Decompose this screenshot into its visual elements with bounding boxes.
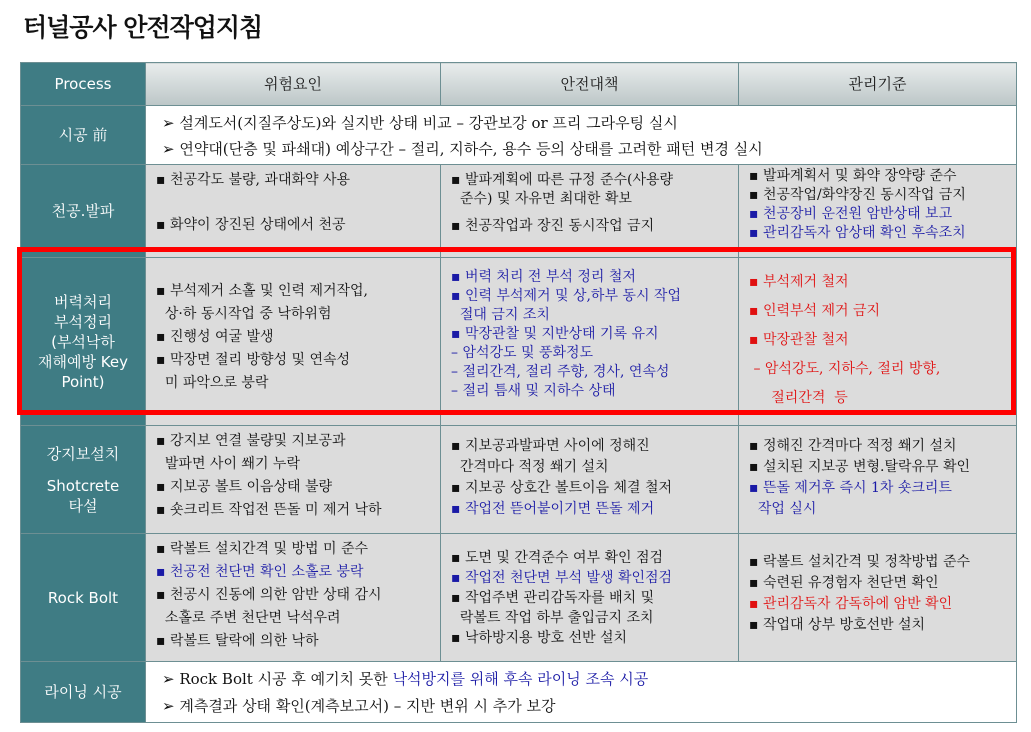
process-label: Shotcrete — [46, 476, 120, 495]
rockbolt-risk — [146, 534, 441, 662]
support-safety-item: 간격마다 적정 쐐기 설치 — [451, 459, 609, 475]
process-pre — [21, 106, 146, 165]
rockbolt-safety-item: ▪ 작업주변 관리감독자를 배치 및 — [451, 590, 655, 606]
blast-safety-item: 준수) 및 자유면 최대한 확보 — [451, 191, 632, 207]
header-mgmt: 관리기준 — [739, 63, 1017, 106]
scaling-safety-item: – 절리 틈새 및 지하수 상태 — [451, 383, 616, 399]
lining-text: ➢ Rock Bolt 시공 후 예기치 못한 — [162, 670, 393, 688]
safety-guideline-table — [20, 62, 1017, 723]
scaling-safety-item: ▪ 버력 처리 전 부석 정리 철저 — [451, 269, 636, 285]
rockbolt-risk-item: ▪ 천공시 진동에 의한 암반 상태 감시 — [156, 587, 382, 603]
scaling-mgmt-item: 절리간격 등 — [749, 390, 848, 406]
rockbolt-risk-item: ▪ 천공전 천단면 확인 소홀로 붕락 — [156, 564, 364, 580]
scaling-mgmt-item: ▪ 인력부석 제거 금지 — [749, 303, 881, 319]
pre-line: ➢ 연약대(단층 및 파쇄대) 예상구간 – 절리, 지하수, 용수 등의 상태를 고려한 패턴 변경 실시 — [162, 140, 763, 158]
scaling-risk-item: ▪ 막장면 절리 방향성 및 연속성 — [156, 352, 351, 368]
blast-mgmt-item: ▪ 천공장비 운전원 암반상태 보고 — [749, 206, 953, 222]
scaling-safety-item: ▪ 막장관찰 및 지반상태 기록 유지 — [451, 326, 659, 342]
pre-line: ➢ 설계도서(지질주상도)와 실지반 상태 비교 – 강관보강 or 프리 그라우팅 실시 — [162, 114, 678, 132]
support-mgmt-item: 작업 실시 — [749, 501, 817, 517]
row-scaling — [21, 258, 1017, 426]
blast-mgmt-item: ▪ 관리감독자 암상태 확인 후속조치 — [749, 225, 966, 241]
support-mgmt — [739, 426, 1017, 534]
scaling-risk — [146, 258, 441, 426]
blast-mgmt — [739, 165, 1017, 258]
spacer — [25, 464, 141, 476]
process-label: (부석낙하 — [51, 332, 115, 351]
lining-line — [162, 666, 1008, 693]
row-rockbolt — [21, 534, 1017, 662]
support-mgmt-item: ▪ 정해진 간격마다 적정 쐐기 설치 — [749, 438, 957, 454]
scaling-safety — [441, 258, 739, 426]
blast-risk — [146, 165, 441, 258]
process-lining — [21, 662, 146, 723]
rockbolt-safety-item: ▪ 낙하방지용 방호 선반 설치 — [451, 630, 628, 646]
rockbolt-mgmt-item: ▪ 작업대 상부 방호선반 설치 — [749, 617, 926, 633]
rockbolt-safety-item: ▪ 도면 및 간격준수 여부 확인 점검 — [451, 550, 664, 566]
row-support — [21, 426, 1017, 534]
support-risk-item: ▪ 지보공 볼트 이음상태 불량 — [156, 479, 333, 495]
support-safety — [441, 426, 739, 534]
scaling-risk-item: 미 파악으로 붕락 — [156, 375, 269, 391]
scaling-safety-item: – 암석강도 및 풍화정도 — [451, 345, 594, 361]
support-mgmt-item: ▪ 뜬돌 제거후 즉시 1차 숏크리트 — [749, 480, 952, 496]
process-label: Point) — [61, 372, 105, 391]
page-title: 터널공사 안전작업지침 — [23, 13, 263, 42]
blast-safety — [441, 165, 739, 258]
scaling-risk-item: 상·하 동시작업 중 낙하위험 — [156, 306, 332, 322]
scaling-mgmt — [739, 258, 1017, 426]
scaling-safety-item: 절대 금지 조치 — [451, 307, 550, 323]
process-label: 버력처리 — [54, 292, 112, 311]
blast-safety-item: ▪ 발파계획에 따른 규정 준수(사용량 — [451, 172, 674, 188]
process-rockbolt — [21, 534, 146, 662]
process-label: 시공 前 — [58, 126, 108, 144]
header-risk: 위험요인 — [146, 63, 441, 106]
scaling-safety-item: – 절리간격, 절리 주향, 경사, 연속성 — [451, 364, 670, 380]
rockbolt-safety-item: ▪ 작업전 천단면 부석 발생 확인점검 — [451, 570, 673, 586]
scaling-risk-item: ▪ 부석제거 소홀 및 인력 제거작업, — [156, 283, 369, 299]
process-scaling — [21, 258, 146, 426]
blast-risk-item: ▪ 천공각도 불량, 과대화약 사용 — [156, 172, 351, 188]
scaling-mgmt-item: ▪ 부석제거 철저 — [749, 274, 849, 290]
scaling-safety-item: ▪ 인력 부석제거 및 상,하부 동시 작업 — [451, 288, 681, 304]
rockbolt-mgmt-item: ▪ 관리감독자 감독하에 암반 확인 — [749, 596, 953, 612]
support-risk-item: 발파면 사이 쐐기 누락 — [156, 456, 300, 472]
support-risk-item: ▪ 숏크리트 작업전 뜬돌 미 제거 낙하 — [156, 502, 382, 518]
lining-line: ➢ 계측결과 상태 확인(계측보고서) – 지반 변위 시 추가 보강 — [162, 697, 556, 715]
row-pre-construction — [21, 106, 1017, 165]
blast-safety-item: ▪ 천공작업과 장진 동시작업 금지 — [451, 218, 655, 234]
row-lining — [21, 662, 1017, 723]
rockbolt-risk-item: 소홀로 주변 천단면 낙석우려 — [156, 610, 341, 626]
header-row — [21, 63, 1017, 106]
process-support — [21, 426, 146, 534]
blast-mgmt-item: ▪ 천공작업/화약장진 동시작업 금지 — [749, 187, 966, 203]
support-mgmt-item: ▪ 설치된 지보공 변형.탈락유무 확인 — [749, 459, 971, 475]
process-label: Rock Bolt — [47, 588, 119, 607]
process-label: 강지보설치 — [46, 444, 120, 463]
process-label: 부석정리 — [54, 312, 112, 331]
rockbolt-safety-item: 락볼트 작업 하부 출입금지 조치 — [451, 610, 654, 626]
header-safety: 안전대책 — [441, 63, 739, 106]
scaling-mgmt-item: ▪ 막장관찰 철저 — [749, 332, 849, 348]
spacer — [156, 190, 434, 202]
scaling-risk-item: ▪ 진행성 여굴 발생 — [156, 329, 274, 345]
process-label: 천공.발파 — [51, 202, 115, 220]
row-blasting — [21, 165, 1017, 258]
process-label: 타설 — [68, 496, 98, 515]
rockbolt-safety — [441, 534, 739, 662]
rockbolt-mgmt-item: ▪ 숙련된 유경험자 천단면 확인 — [749, 575, 939, 591]
pre-content — [146, 106, 1017, 165]
support-safety-item: ▪ 지보공과발파면 사이에 정해진 — [451, 438, 650, 454]
lining-text-emphasis: 낙석방지를 위해 후속 라이닝 조속 시공 — [392, 670, 649, 688]
process-label: 재해예방 Key — [38, 352, 128, 371]
support-risk-item: ▪ 강지보 연결 불량및 지보공과 — [156, 433, 346, 449]
header-process: Process — [21, 63, 146, 106]
blast-mgmt-item: ▪ 발파계획서 및 화약 장약량 준수 — [749, 168, 957, 184]
scaling-mgmt-item: – 암석강도, 지하수, 절리 방향, — [749, 361, 941, 377]
support-safety-item: ▪ 지보공 상호간 볼트이음 체결 철저 — [451, 480, 673, 496]
rockbolt-mgmt — [739, 534, 1017, 662]
rockbolt-risk-item: ▪ 락볼트 설치간격 및 방법 미 준수 — [156, 541, 369, 557]
rockbolt-mgmt-item: ▪ 락볼트 설치간격 및 정착방법 준수 — [749, 554, 971, 570]
support-risk — [146, 426, 441, 534]
support-safety-item: ▪ 작업전 뜯어붙이기면 뜬돌 제거 — [451, 501, 655, 517]
rockbolt-risk-item: ▪ 락볼트 탈락에 의한 낙하 — [156, 633, 319, 649]
process-blasting — [21, 165, 146, 258]
blast-risk-item: ▪ 화약이 장진된 상태에서 천공 — [156, 217, 346, 233]
process-label: 라이닝 시공 — [44, 683, 122, 701]
lining-content — [146, 662, 1017, 723]
